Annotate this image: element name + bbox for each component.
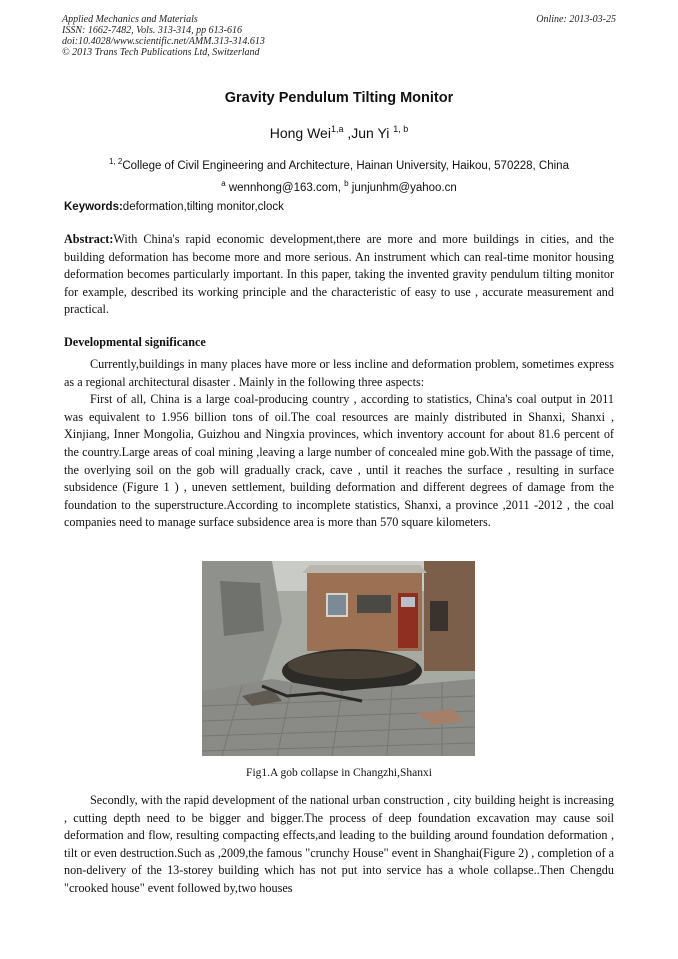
online-date: Online: 2013-03-25 — [536, 14, 616, 25]
affiliation-text: College of Civil Engineering and Architecture, Hainan University, Haikou, 570228, China — [122, 160, 569, 172]
author-line — [0, 124, 678, 141]
issn-line: ISSN: 1662-7482, Vols. 313-314, pp 613-616 — [62, 25, 242, 36]
affiliation-sup: 1, 2 — [109, 157, 123, 166]
author-1: Hong Wei — [269, 125, 331, 141]
keywords-label: Keywords: — [64, 201, 123, 213]
author-2-sup: 1, b — [393, 124, 409, 134]
doi-line: doi:10.4028/www.scientific.net/AMM.313-314.613 — [62, 36, 265, 47]
journal-name: Applied Mechanics and Materials — [62, 14, 198, 25]
author-1-sup: 1,a — [330, 124, 344, 134]
paragraph-coal: First of all, China is a large coal-producing country , according to statistics, China's coal output in 2011 was equivalent to 1.956 billion tons of oil.The coal resources are mainly distributed in Shanxi, Shanxi , Xinjiang, Inner Mongolia, Guizhou and Ningxia provinces, which inventory account for about 81.6 percent of the country.Large areas of coal mining ,leaving a large number of concealed mine gob.With the passage of time, the overlying soil on the gob will gradually crack, cave , until it reaches the surface , resulting in surface subsidence (Figure 1 ) , uneven settlement, building deformation and different degrees of damage from the foundation to the superstructure.According to incomplete statistics, Shanxi, a province ,2011 -2012 , the coal companies need to manage surface subsidence area is more than 570 square kilometers. — [64, 392, 614, 530]
section-1-body-continued — [64, 792, 614, 898]
section-heading: Developmental significance — [64, 335, 206, 349]
figure-1-caption: Fig1.A gob collapse in Changzhi,Shanxi — [246, 767, 432, 779]
abstract-block — [64, 231, 614, 319]
email-b-sup: b — [344, 179, 349, 188]
paper-title: Gravity Pendulum Tilting Monitor — [224, 90, 454, 106]
author-2: Jun Yi — [351, 125, 390, 141]
figure-1-photo — [202, 561, 475, 756]
abstract-paragraph — [64, 231, 614, 319]
email-a[interactable]: wennhong@163.com, — [228, 182, 341, 194]
email-a-sup: a — [221, 179, 226, 188]
affiliation-block — [0, 153, 678, 197]
keywords-line — [64, 201, 284, 213]
copyright-line: © 2013 Trans Tech Publications Ltd, Switzerland — [62, 47, 260, 58]
author-separator: , — [343, 125, 352, 141]
affiliation-line — [0, 153, 678, 175]
abstract-text: With China's rapid economic development,there are more and more buildings in cities, and the building deformation has become more and more serious. An instrument which can real-time monitor housing deformation becomes particularly important. In this paper, taking the invented gravity pendulum tilting monitor for example, described its working principle and the characteristic of easy to use , accurate measurement and practical. — [64, 232, 614, 317]
abstract-label: Abstract: — [64, 232, 114, 246]
email-line — [0, 175, 678, 197]
paragraph-excavation: Secondly, with the rapid development of the national urban construction , city building height is increasing , cutting depth need to be bigger and bigger.The process of deep foundation excavation may cause soil deformation and flow, resulting compacting effects,and leading to the building around foundation deformation , tilt or even destruction.Such as ,2009,the famous "crunchy House" event in Shanghai(Figure 2) , completion of a non-delivery of the 13-storey building which has not put into service has a whole collapse..Then Chengdu "crooked house" event followed by,two houses — [64, 793, 614, 895]
paragraph-intro: Currently,buildings in many places have more or less incline and deformation problem, sometimes express as a regional architectural disaster . Mainly in the following three aspects: — [64, 357, 614, 389]
email-b[interactable]: junjunhm@yahoo.cn — [351, 182, 457, 194]
section-1-body — [64, 356, 614, 532]
keywords-text: deformation,tilting monitor,clock — [122, 201, 284, 213]
journal-header — [62, 14, 616, 58]
